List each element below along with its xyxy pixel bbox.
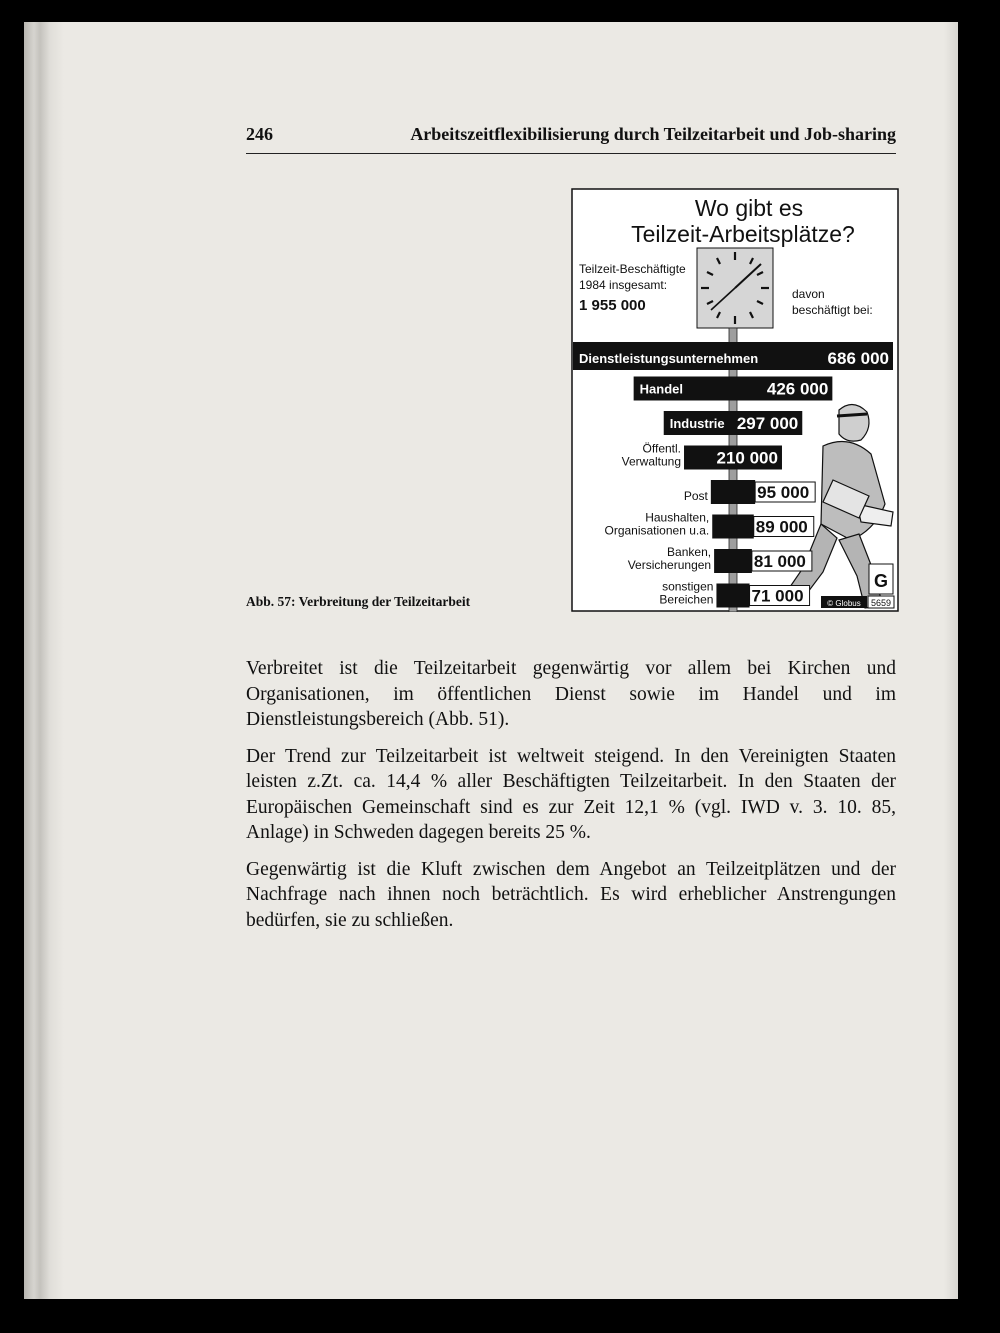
total-label-1: Teilzeit-Beschäftigte: [579, 262, 686, 276]
page-number: 246: [246, 124, 273, 144]
bar-category-label-6-0: Banken,: [667, 545, 712, 559]
page-shade: [944, 22, 958, 1299]
running-header: [246, 124, 896, 154]
figure-caption: Abb. 57: Verbreitung der Teilzeitarbeit: [246, 594, 471, 609]
bar-value-label-2: 297 000: [736, 414, 799, 433]
header-rule: [246, 153, 896, 154]
bar-category-label-5-1: Organisationen u.a.: [604, 523, 710, 538]
bar-7: [716, 584, 749, 608]
bar-category-label-4-0: Post: [683, 489, 708, 503]
credit-text: © Globus: [827, 599, 861, 608]
clock-icon: [697, 248, 773, 328]
bar-category-label-0-0: Dienstleistungsunternehmen: [579, 351, 759, 366]
figure-title-line2: Teilzeit-Arbeitsplätze?: [631, 221, 855, 247]
bar-category-label-3-0: Öffentl.: [642, 441, 682, 456]
bar-category-label-5-0: Haushalten,: [645, 510, 710, 525]
paragraph-1: Verbreitet ist die Teilzeitarbeit gegenwärtig vor allem bei Kirchen und Organisationen, im öffentlichen Dienst sowie im Handel und im Dienstleistungsbereich (Abb. 51).: [246, 658, 896, 730]
total-label-2: 1984 insgesamt:: [579, 278, 668, 292]
bar-category-label-3-1: Verwaltung: [621, 454, 682, 469]
bar-value-label-0: 686 000: [827, 349, 889, 368]
davon-label-1: davon: [792, 287, 825, 301]
total-value: 1 955 000: [579, 297, 646, 314]
bar-value-label-6: 81 000: [753, 552, 806, 571]
running-title: Arbeitszeitflexibilisierung durch Teilzeitarbeit und Job-sharing: [410, 124, 896, 144]
bar-category-label-1-0: Handel: [639, 381, 683, 397]
bar-6: [714, 549, 752, 573]
paragraph-3: Gegenwärtig ist die Kluft zwischen dem Angebot an Teilzeitplätzen und der Nachfrage nach ihnen noch beträchtlich. Es wird erheblicher Anstrengungen bedürfen, sie zu schließen.: [246, 858, 896, 931]
bar-4: [711, 480, 755, 504]
figure: [571, 188, 899, 612]
page-edge: [24, 22, 64, 1299]
bar-value-label-7: 71 000: [751, 586, 804, 606]
bar-5: [712, 515, 754, 539]
bar-category-label-7-0: sonstigen: [662, 579, 714, 594]
bar-category-label-2-0: Industrie: [669, 416, 725, 431]
bar-category-label-6-1: Versicherungen: [627, 558, 712, 572]
body-text: [246, 656, 896, 944]
chart-svg: [571, 188, 899, 612]
globus-logo-letter: G: [873, 571, 889, 591]
paragraph-2: Der Trend zur Teilzeitarbeit ist weltweit steigend. In den Vereinigten Staaten leisten z.Zt. ca. 14,4 % aller Beschäftigten Teilzeitarbeit. In den Staaten der Europäischen Gemeinschaft sind es zur Zeit 12,1 % (vgl. IWD v. 3. 10. 85, Anlage) in Schweden dagegen bereits 25 %.: [246, 745, 896, 843]
davon-label-2: beschäftigt bei:: [792, 303, 873, 317]
bar-value-label-4: 95 000: [757, 483, 810, 502]
bar-value-label-1: 426 000: [766, 379, 829, 399]
bar-value-label-3: 210 000: [716, 448, 778, 468]
bar-category-label-7-1: Bereichen: [659, 592, 714, 607]
figure-title-line1: Wo gibt es: [694, 195, 804, 221]
credit-number: 5659: [870, 598, 892, 608]
bar-value-label-5: 89 000: [755, 517, 808, 537]
